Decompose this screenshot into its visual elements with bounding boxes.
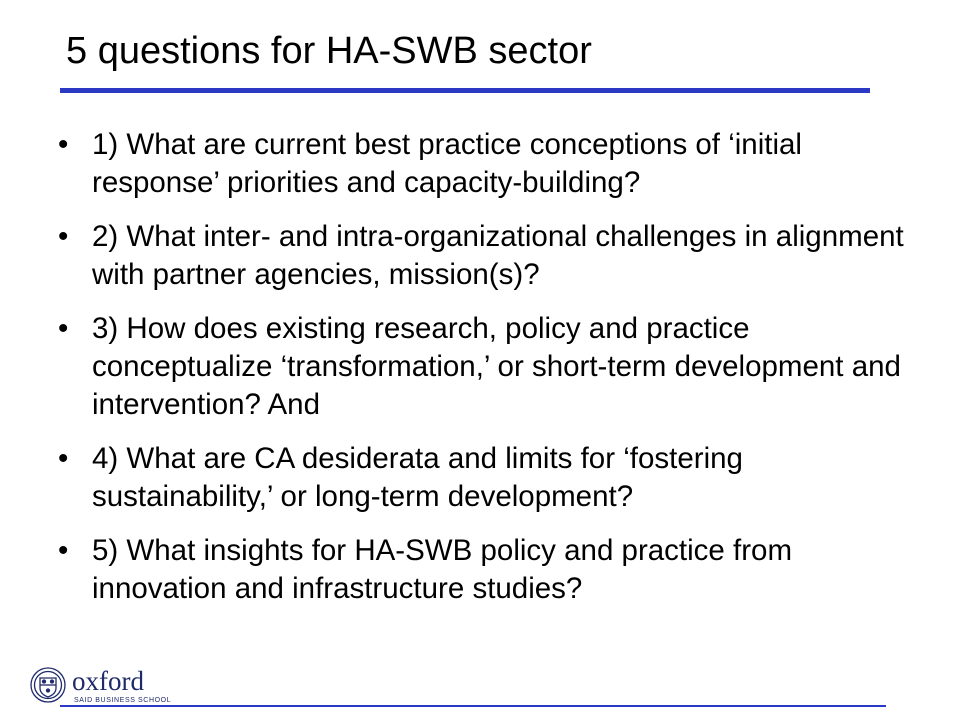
- bullet-icon: •: [58, 128, 69, 161]
- bullet-text: 2) What inter- and intra-organizational challenges in alignment with partner agencies, mission(s)?: [92, 220, 904, 291]
- bullet-item: [56, 532, 916, 608]
- bullet-text: 1) What are current best practice conceptions of ‘initial response’ priorities and capacity-building?: [92, 128, 802, 199]
- footer-rule: [60, 705, 886, 707]
- title-underline: [60, 88, 870, 93]
- bullet-icon: •: [58, 442, 69, 475]
- bullet-text: 5) What insights for HA-SWB policy and practice from innovation and infrastructure studies?: [92, 534, 793, 605]
- bullet-icon: •: [58, 534, 69, 567]
- oxford-crest-icon: [31, 668, 65, 702]
- bullet-item: [56, 310, 916, 424]
- bullet-text: 3) How does existing research, policy and practice conceptualize ‘transformation,’ or short-term development and intervention? And: [92, 312, 901, 421]
- bullet-item: [56, 440, 916, 516]
- bullet-item: [56, 218, 916, 294]
- logo-wordmark: oxford: [72, 666, 144, 696]
- slide-title: 5 questions for HA-SWB sector: [66, 30, 592, 72]
- oxford-logo: [28, 664, 178, 710]
- bullet-item: [56, 126, 916, 202]
- logo-subtitle: SAID BUSINESS SCHOOL: [74, 697, 172, 704]
- bullet-icon: •: [58, 220, 69, 253]
- bullet-icon: •: [58, 312, 69, 345]
- bullet-text: 4) What are CA desiderata and limits for ‘fostering sustainability,’ or long-term development?: [92, 442, 743, 513]
- bullet-list: [56, 126, 916, 624]
